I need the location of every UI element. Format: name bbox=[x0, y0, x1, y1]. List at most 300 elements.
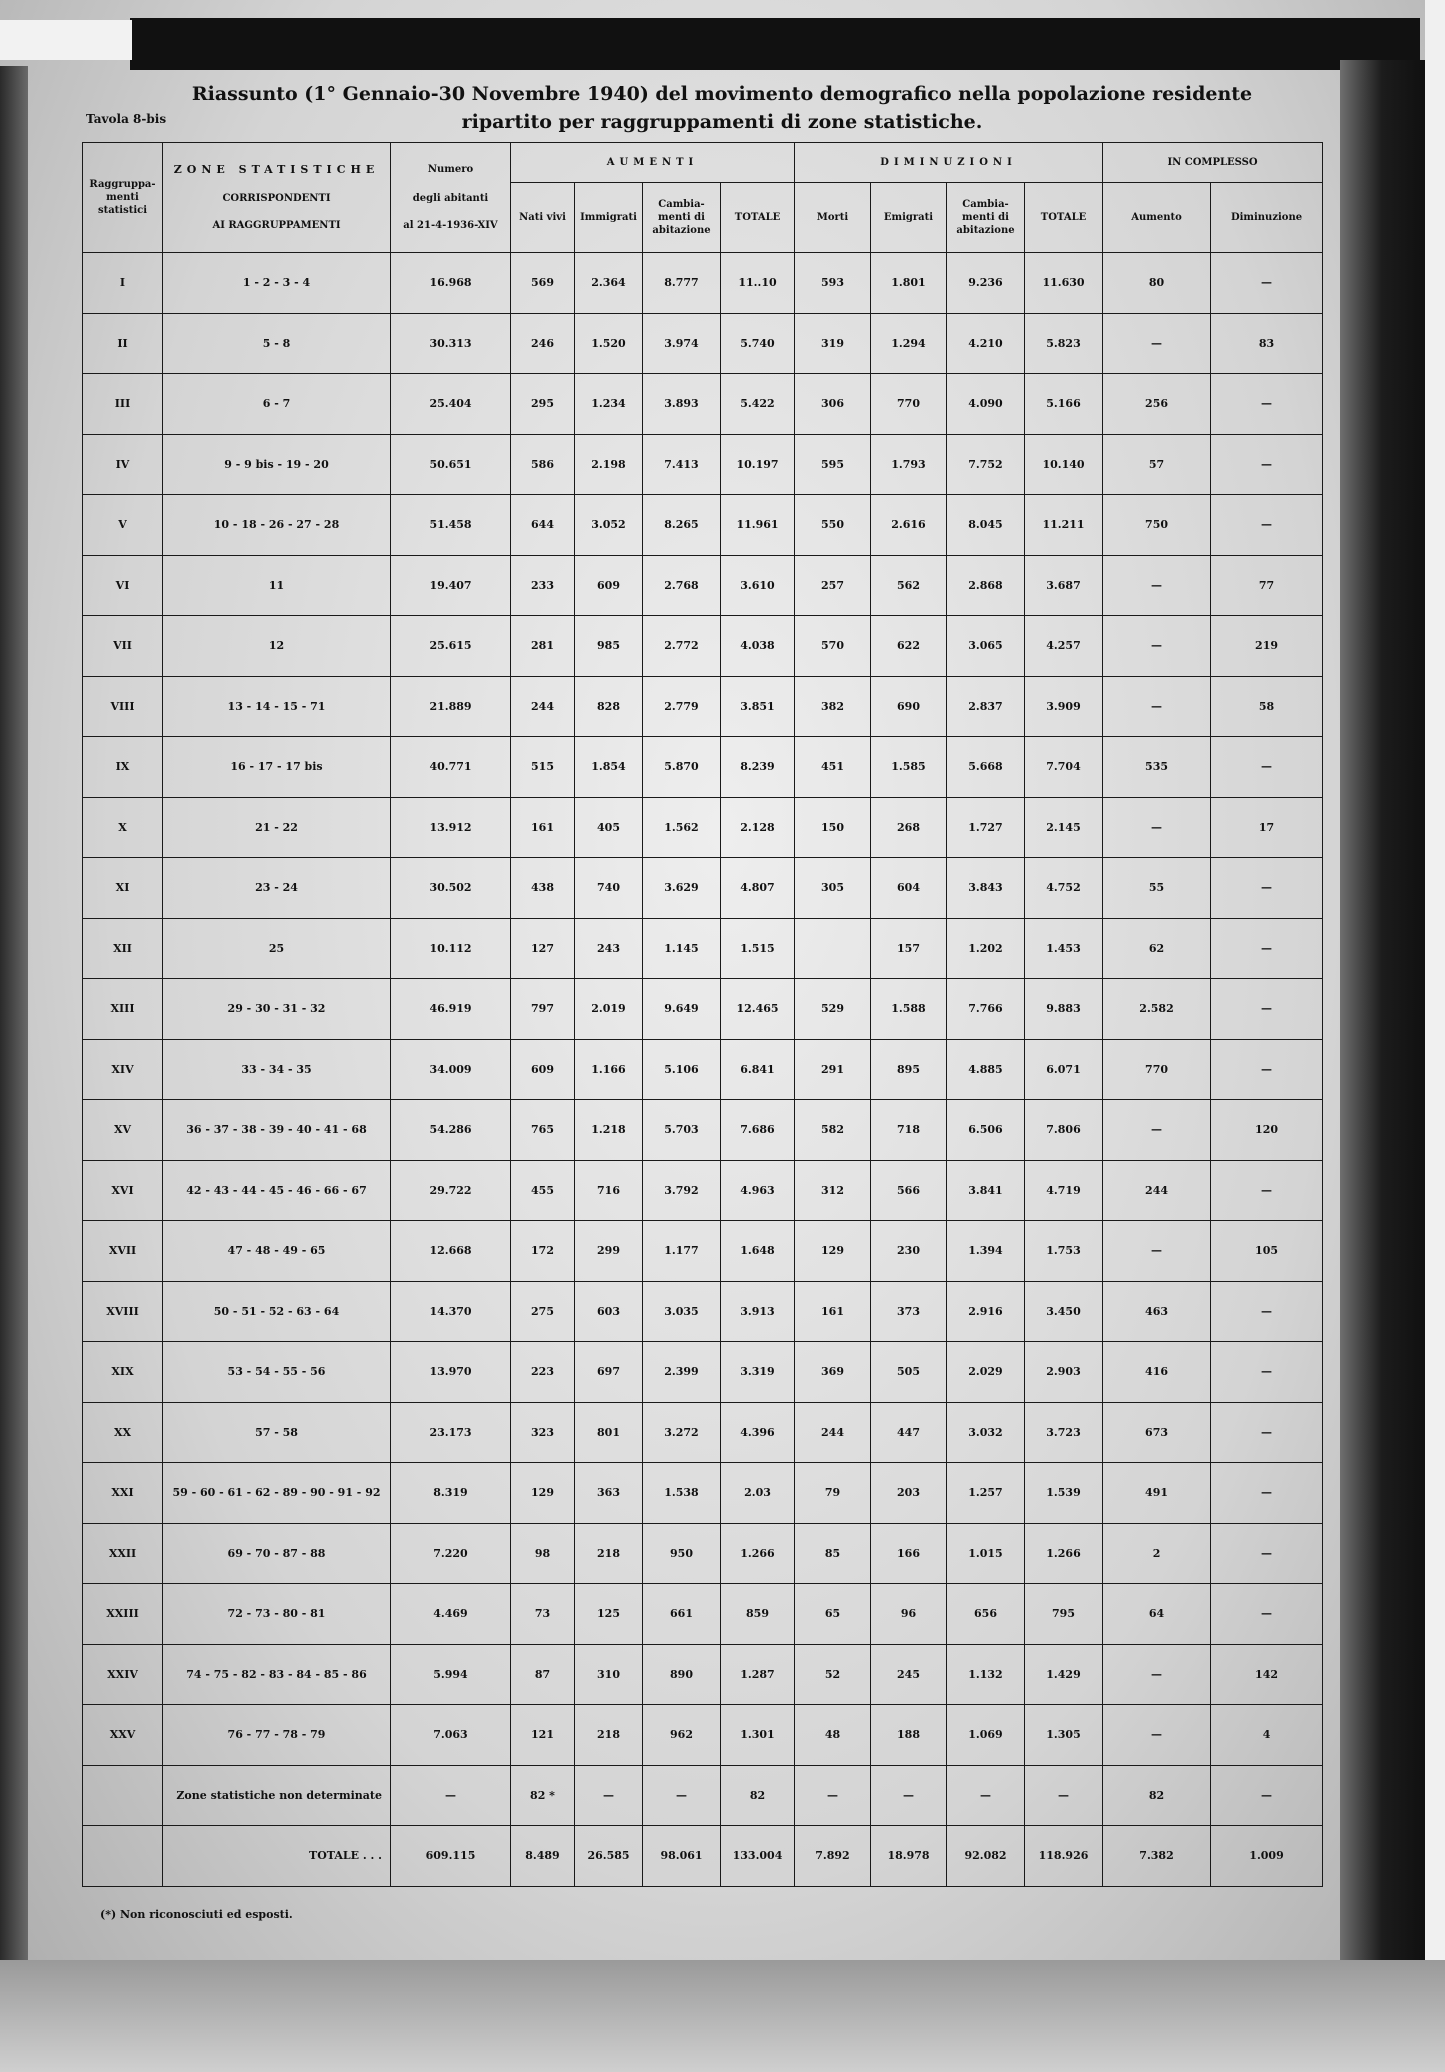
cell-morti: 52 bbox=[795, 1644, 871, 1705]
cell-totale-aumenti: 1.287 bbox=[721, 1644, 795, 1705]
cell-immigrati: 697 bbox=[575, 1342, 643, 1403]
cell-numero-abitanti: 23.173 bbox=[391, 1402, 511, 1463]
cell-aumento: — bbox=[1103, 1100, 1211, 1161]
cell-zone: 42 - 43 - 44 - 45 - 46 - 66 - 67 bbox=[163, 1160, 391, 1221]
cell-diminuzione: — bbox=[1211, 1765, 1323, 1826]
table-row bbox=[83, 1342, 1323, 1403]
cell-morti: 48 bbox=[795, 1705, 871, 1766]
cell-nati-vivi: 323 bbox=[511, 1402, 575, 1463]
cell-aumento: 55 bbox=[1103, 858, 1211, 919]
cell-totale-diminuzioni: 118.926 bbox=[1025, 1826, 1103, 1887]
cell-aumento: 535 bbox=[1103, 737, 1211, 798]
cell-cambiamenti-diminuzioni: 4.210 bbox=[947, 313, 1025, 374]
cell-emigrati: 718 bbox=[871, 1100, 947, 1161]
cell-morti: 79 bbox=[795, 1463, 871, 1524]
cell-diminuzione: — bbox=[1211, 1463, 1323, 1524]
cell-raggruppamento: XIII bbox=[83, 979, 163, 1040]
cell-morti: 291 bbox=[795, 1039, 871, 1100]
cell-emigrati: 1.585 bbox=[871, 737, 947, 798]
cell-totale-aumenti: 3.851 bbox=[721, 676, 795, 737]
cell-emigrati: 188 bbox=[871, 1705, 947, 1766]
cell-immigrati: 26.585 bbox=[575, 1826, 643, 1887]
cell-totale-aumenti: 3.319 bbox=[721, 1342, 795, 1403]
cell-numero-abitanti: 51.458 bbox=[391, 495, 511, 556]
cell-diminuzione: 142 bbox=[1211, 1644, 1323, 1705]
cell-nati-vivi: 233 bbox=[511, 555, 575, 616]
cell-cambiamenti-aumenti: 2.768 bbox=[643, 555, 721, 616]
cell-morti: 382 bbox=[795, 676, 871, 737]
cell-cambiamenti-diminuzioni: 1.394 bbox=[947, 1221, 1025, 1282]
cell-immigrati: — bbox=[575, 1765, 643, 1826]
cell-totale-diminuzioni: 3.687 bbox=[1025, 555, 1103, 616]
cell-aumento: — bbox=[1103, 676, 1211, 737]
cell-numero-abitanti: 8.319 bbox=[391, 1463, 511, 1524]
cell-totale-aumenti: 3.913 bbox=[721, 1281, 795, 1342]
cell-cambiamenti-diminuzioni: 7.766 bbox=[947, 979, 1025, 1040]
cell-zone: 5 - 8 bbox=[163, 313, 391, 374]
cell-nati-vivi: 161 bbox=[511, 797, 575, 858]
cell-zone: 23 - 24 bbox=[163, 858, 391, 919]
cell-totale-diminuzioni: 11.211 bbox=[1025, 495, 1103, 556]
cell-immigrati: 2.019 bbox=[575, 979, 643, 1040]
cell-totale-aumenti: 82 bbox=[721, 1765, 795, 1826]
table-row bbox=[83, 918, 1323, 979]
cell-numero-abitanti: 7.220 bbox=[391, 1523, 511, 1584]
cell-cambiamenti-aumenti: — bbox=[643, 1765, 721, 1826]
cell-emigrati: 373 bbox=[871, 1281, 947, 1342]
cell-emigrati: 770 bbox=[871, 374, 947, 435]
cell-nati-vivi: 98 bbox=[511, 1523, 575, 1584]
table-row bbox=[83, 858, 1323, 919]
cell-numero-abitanti: 29.722 bbox=[391, 1160, 511, 1221]
cell-zone: 1 - 2 - 3 - 4 bbox=[163, 253, 391, 314]
cell-aumento: 2 bbox=[1103, 1523, 1211, 1584]
cell-zone: 6 - 7 bbox=[163, 374, 391, 435]
cell-cambiamenti-aumenti: 3.629 bbox=[643, 858, 721, 919]
cell-morti: 582 bbox=[795, 1100, 871, 1161]
cell-totale-diminuzioni: 2.145 bbox=[1025, 797, 1103, 858]
cell-cambiamenti-diminuzioni: 1.257 bbox=[947, 1463, 1025, 1524]
cell-cambiamenti-aumenti: 2.399 bbox=[643, 1342, 721, 1403]
cell-cambiamenti-aumenti: 2.772 bbox=[643, 616, 721, 677]
table-body bbox=[83, 253, 1323, 1887]
cell-numero-abitanti: 50.651 bbox=[391, 434, 511, 495]
cell-zone: 16 - 17 - 17 bis bbox=[163, 737, 391, 798]
table-row bbox=[83, 1402, 1323, 1463]
cell-numero-abitanti: 34.009 bbox=[391, 1039, 511, 1100]
cell-cambiamenti-aumenti: 98.061 bbox=[643, 1826, 721, 1887]
cell-cambiamenti-diminuzioni: 8.045 bbox=[947, 495, 1025, 556]
cell-cambiamenti-diminuzioni: 3.841 bbox=[947, 1160, 1025, 1221]
cell-aumento: 256 bbox=[1103, 374, 1211, 435]
cell-numero-abitanti: 19.407 bbox=[391, 555, 511, 616]
cell-nati-vivi: 73 bbox=[511, 1584, 575, 1645]
cell-raggruppamento: I bbox=[83, 253, 163, 314]
cell-diminuzione: 4 bbox=[1211, 1705, 1323, 1766]
cell-totale-diminuzioni: — bbox=[1025, 1765, 1103, 1826]
cell-nati-vivi: 129 bbox=[511, 1463, 575, 1524]
cell-diminuzione: 58 bbox=[1211, 676, 1323, 737]
cell-cambiamenti-aumenti: 3.035 bbox=[643, 1281, 721, 1342]
cell-numero-abitanti: 54.286 bbox=[391, 1100, 511, 1161]
cell-nati-vivi: 172 bbox=[511, 1221, 575, 1282]
cell-immigrati: 1.520 bbox=[575, 313, 643, 374]
cell-raggruppamento: XXIII bbox=[83, 1584, 163, 1645]
cell-morti: 244 bbox=[795, 1402, 871, 1463]
cell-immigrati: 3.052 bbox=[575, 495, 643, 556]
cell-cambiamenti-diminuzioni: 1.069 bbox=[947, 1705, 1025, 1766]
cell-emigrati: 18.978 bbox=[871, 1826, 947, 1887]
cell-raggruppamento: XX bbox=[83, 1402, 163, 1463]
table-row bbox=[83, 1826, 1323, 1887]
cell-cambiamenti-diminuzioni: 1.202 bbox=[947, 918, 1025, 979]
cell-raggruppamento: XXII bbox=[83, 1523, 163, 1584]
cell-morti: 150 bbox=[795, 797, 871, 858]
col-header-morti: Morti bbox=[795, 183, 871, 253]
cell-totale-diminuzioni: 1.453 bbox=[1025, 918, 1103, 979]
cell-immigrati: 828 bbox=[575, 676, 643, 737]
cell-numero-abitanti: 4.469 bbox=[391, 1584, 511, 1645]
cell-nati-vivi: 121 bbox=[511, 1705, 575, 1766]
cell-nati-vivi: 8.489 bbox=[511, 1826, 575, 1887]
cell-nati-vivi: 275 bbox=[511, 1281, 575, 1342]
cell-raggruppamento: IV bbox=[83, 434, 163, 495]
cell-totale-aumenti: 4.038 bbox=[721, 616, 795, 677]
cell-immigrati: 801 bbox=[575, 1402, 643, 1463]
col-header-zone bbox=[163, 143, 391, 253]
cell-morti: 529 bbox=[795, 979, 871, 1040]
cell-diminuzione: 83 bbox=[1211, 313, 1323, 374]
cell-raggruppamento: XV bbox=[83, 1100, 163, 1161]
col-header-emigrati: Emigrati bbox=[871, 183, 947, 253]
cell-nati-vivi: 244 bbox=[511, 676, 575, 737]
table-row bbox=[83, 495, 1323, 556]
cell-totale-diminuzioni: 9.883 bbox=[1025, 979, 1103, 1040]
cell-zone: 10 - 18 - 26 - 27 - 28 bbox=[163, 495, 391, 556]
cell-immigrati: 716 bbox=[575, 1160, 643, 1221]
cell-raggruppamento: VI bbox=[83, 555, 163, 616]
table-row bbox=[83, 313, 1323, 374]
document-page bbox=[62, 70, 1327, 1950]
cell-nati-vivi: 281 bbox=[511, 616, 575, 677]
cell-aumento: 2.582 bbox=[1103, 979, 1211, 1040]
table-row bbox=[83, 1765, 1323, 1826]
cell-numero-abitanti: 13.912 bbox=[391, 797, 511, 858]
col-header-diminuzione: Diminuzione bbox=[1211, 183, 1323, 253]
scan-corner-paper bbox=[0, 20, 132, 60]
cell-emigrati: 622 bbox=[871, 616, 947, 677]
cell-nati-vivi: 515 bbox=[511, 737, 575, 798]
cell-cambiamenti-aumenti: 9.649 bbox=[643, 979, 721, 1040]
cell-totale-aumenti: 859 bbox=[721, 1584, 795, 1645]
cell-morti: 306 bbox=[795, 374, 871, 435]
cell-emigrati: 166 bbox=[871, 1523, 947, 1584]
cell-aumento: 244 bbox=[1103, 1160, 1211, 1221]
cell-immigrati: 218 bbox=[575, 1705, 643, 1766]
cell-totale-aumenti: 6.841 bbox=[721, 1039, 795, 1100]
cell-cambiamenti-diminuzioni: 9.236 bbox=[947, 253, 1025, 314]
cell-immigrati: 740 bbox=[575, 858, 643, 919]
table-row bbox=[83, 253, 1323, 314]
cell-totale-aumenti: 1.301 bbox=[721, 1705, 795, 1766]
cell-raggruppamento: XVII bbox=[83, 1221, 163, 1282]
cell-cambiamenti-diminuzioni: 6.506 bbox=[947, 1100, 1025, 1161]
cell-raggruppamento bbox=[83, 1765, 163, 1826]
cell-emigrati: 203 bbox=[871, 1463, 947, 1524]
cell-totale-aumenti: 1.515 bbox=[721, 918, 795, 979]
cell-morti: 319 bbox=[795, 313, 871, 374]
table-row bbox=[83, 616, 1323, 677]
cell-zone: 69 - 70 - 87 - 88 bbox=[163, 1523, 391, 1584]
numero-label: Numero bbox=[427, 164, 474, 175]
cell-totale-diminuzioni: 3.723 bbox=[1025, 1402, 1103, 1463]
cell-diminuzione: 17 bbox=[1211, 797, 1323, 858]
cell-numero-abitanti: 13.970 bbox=[391, 1342, 511, 1403]
cell-cambiamenti-diminuzioni: 4.090 bbox=[947, 374, 1025, 435]
col-header-numero bbox=[391, 143, 511, 253]
cell-diminuzione: 1.009 bbox=[1211, 1826, 1323, 1887]
cell-numero-abitanti: 10.112 bbox=[391, 918, 511, 979]
cell-totale-diminuzioni: 6.071 bbox=[1025, 1039, 1103, 1100]
cell-nati-vivi: 223 bbox=[511, 1342, 575, 1403]
cell-immigrati: 363 bbox=[575, 1463, 643, 1524]
cell-raggruppamento: X bbox=[83, 797, 163, 858]
cell-totale-diminuzioni: 3.450 bbox=[1025, 1281, 1103, 1342]
cell-cambiamenti-diminuzioni: 2.837 bbox=[947, 676, 1025, 737]
cell-nati-vivi: 609 bbox=[511, 1039, 575, 1100]
cell-zone: 53 - 54 - 55 - 56 bbox=[163, 1342, 391, 1403]
cell-aumento: 750 bbox=[1103, 495, 1211, 556]
demographic-table bbox=[82, 142, 1323, 1887]
cell-totale-aumenti: 3.610 bbox=[721, 555, 795, 616]
cell-morti: 257 bbox=[795, 555, 871, 616]
cell-emigrati: 1.793 bbox=[871, 434, 947, 495]
cell-emigrati: 230 bbox=[871, 1221, 947, 1282]
cell-aumento: — bbox=[1103, 555, 1211, 616]
cell-totale-aumenti: 5.422 bbox=[721, 374, 795, 435]
col-header-nati-vivi: Nati vivi bbox=[511, 183, 575, 253]
cell-totale-diminuzioni: 2.903 bbox=[1025, 1342, 1103, 1403]
cell-nati-vivi: 569 bbox=[511, 253, 575, 314]
cell-zone: 21 - 22 bbox=[163, 797, 391, 858]
cell-totale-aumenti: 1.648 bbox=[721, 1221, 795, 1282]
cell-emigrati: 604 bbox=[871, 858, 947, 919]
table-row bbox=[83, 1281, 1323, 1342]
cell-aumento: — bbox=[1103, 313, 1211, 374]
cell-immigrati: 2.364 bbox=[575, 253, 643, 314]
cell-diminuzione: 120 bbox=[1211, 1100, 1323, 1161]
cell-totale-aumenti: 5.740 bbox=[721, 313, 795, 374]
cell-immigrati: 985 bbox=[575, 616, 643, 677]
cell-totale-diminuzioni: 1.266 bbox=[1025, 1523, 1103, 1584]
cell-aumento: 463 bbox=[1103, 1281, 1211, 1342]
numero-sub-1: degli abitanti bbox=[412, 193, 489, 204]
cell-immigrati: 310 bbox=[575, 1644, 643, 1705]
col-header-totale-aumenti: TOTALE bbox=[721, 183, 795, 253]
cell-immigrati: 1.218 bbox=[575, 1100, 643, 1161]
cell-emigrati: 1.588 bbox=[871, 979, 947, 1040]
cell-numero-abitanti: 46.919 bbox=[391, 979, 511, 1040]
cell-zone: 13 - 14 - 15 - 71 bbox=[163, 676, 391, 737]
cell-totale-diminuzioni: 3.909 bbox=[1025, 676, 1103, 737]
cell-diminuzione: — bbox=[1211, 1342, 1323, 1403]
cell-morti: 161 bbox=[795, 1281, 871, 1342]
cell-nati-vivi: 295 bbox=[511, 374, 575, 435]
cell-totale-diminuzioni: 1.429 bbox=[1025, 1644, 1103, 1705]
cell-cambiamenti-aumenti: 3.974 bbox=[643, 313, 721, 374]
cell-cambiamenti-diminuzioni: 3.065 bbox=[947, 616, 1025, 677]
cell-morti: 451 bbox=[795, 737, 871, 798]
group-header-diminuzioni: DIMINUZIONI bbox=[795, 143, 1103, 183]
cell-morti: 550 bbox=[795, 495, 871, 556]
cell-totale-aumenti: 10.197 bbox=[721, 434, 795, 495]
cell-cambiamenti-aumenti: 962 bbox=[643, 1705, 721, 1766]
table-row bbox=[83, 1221, 1323, 1282]
cell-diminuzione: 105 bbox=[1211, 1221, 1323, 1282]
table-row bbox=[83, 1523, 1323, 1584]
cell-totale-diminuzioni: 4.257 bbox=[1025, 616, 1103, 677]
cell-zone: 9 - 9 bis - 19 - 20 bbox=[163, 434, 391, 495]
cell-raggruppamento: V bbox=[83, 495, 163, 556]
cell-numero-abitanti: 40.771 bbox=[391, 737, 511, 798]
cell-cambiamenti-diminuzioni: 3.843 bbox=[947, 858, 1025, 919]
cell-aumento: 80 bbox=[1103, 253, 1211, 314]
cell-aumento: — bbox=[1103, 1221, 1211, 1282]
cell-totale-diminuzioni: 1.539 bbox=[1025, 1463, 1103, 1524]
col-header-aumento: Aumento bbox=[1103, 183, 1211, 253]
cell-cambiamenti-diminuzioni: 2.868 bbox=[947, 555, 1025, 616]
cell-totale-aumenti: 4.807 bbox=[721, 858, 795, 919]
scan-bottom-edge bbox=[0, 1960, 1445, 2072]
cell-totale-aumenti: 11.961 bbox=[721, 495, 795, 556]
cell-cambiamenti-diminuzioni: 1.132 bbox=[947, 1644, 1025, 1705]
cell-immigrati: 299 bbox=[575, 1221, 643, 1282]
cell-cambiamenti-diminuzioni: 1.727 bbox=[947, 797, 1025, 858]
cell-immigrati: 1.166 bbox=[575, 1039, 643, 1100]
cell-totale-diminuzioni: 7.806 bbox=[1025, 1100, 1103, 1161]
cell-cambiamenti-aumenti: 2.779 bbox=[643, 676, 721, 737]
cell-diminuzione: — bbox=[1211, 1160, 1323, 1221]
cell-totale-aumenti: 1.266 bbox=[721, 1523, 795, 1584]
cell-diminuzione: — bbox=[1211, 1039, 1323, 1100]
cell-cambiamenti-aumenti: 890 bbox=[643, 1644, 721, 1705]
cell-raggruppamento: II bbox=[83, 313, 163, 374]
cell-raggruppamento: XI bbox=[83, 858, 163, 919]
cell-diminuzione: — bbox=[1211, 737, 1323, 798]
cell-aumento: 57 bbox=[1103, 434, 1211, 495]
cell-zone: Zone statistiche non determinate bbox=[163, 1765, 391, 1826]
cell-aumento: 770 bbox=[1103, 1039, 1211, 1100]
zone-sub-1: CORRISPONDENTI bbox=[222, 193, 331, 204]
cell-totale-aumenti: 2.03 bbox=[721, 1463, 795, 1524]
cell-totale-aumenti: 4.963 bbox=[721, 1160, 795, 1221]
cell-totale-diminuzioni: 11.630 bbox=[1025, 253, 1103, 314]
cell-emigrati: 96 bbox=[871, 1584, 947, 1645]
cell-raggruppamento: XXI bbox=[83, 1463, 163, 1524]
cell-emigrati: 690 bbox=[871, 676, 947, 737]
cell-zone: 50 - 51 - 52 - 63 - 64 bbox=[163, 1281, 391, 1342]
cell-totale-diminuzioni: 4.719 bbox=[1025, 1160, 1103, 1221]
cell-immigrati: 609 bbox=[575, 555, 643, 616]
cell-cambiamenti-diminuzioni: 1.015 bbox=[947, 1523, 1025, 1584]
scan-right-strip bbox=[1425, 0, 1445, 2072]
col-header-raggruppamenti: Raggruppa-menti statistici bbox=[83, 143, 163, 253]
cell-numero-abitanti: 25.615 bbox=[391, 616, 511, 677]
table-row bbox=[83, 1463, 1323, 1524]
cell-zone: 25 bbox=[163, 918, 391, 979]
cell-nati-vivi: 644 bbox=[511, 495, 575, 556]
scan-top-dark-band bbox=[130, 18, 1420, 70]
table-row bbox=[83, 434, 1323, 495]
cell-numero-abitanti: 5.994 bbox=[391, 1644, 511, 1705]
cell-zone: 12 bbox=[163, 616, 391, 677]
cell-cambiamenti-diminuzioni: 3.032 bbox=[947, 1402, 1025, 1463]
cell-aumento: 491 bbox=[1103, 1463, 1211, 1524]
cell-totale-diminuzioni: 7.704 bbox=[1025, 737, 1103, 798]
cell-diminuzione: — bbox=[1211, 374, 1323, 435]
cell-cambiamenti-diminuzioni: 2.916 bbox=[947, 1281, 1025, 1342]
table-row bbox=[83, 1644, 1323, 1705]
cell-raggruppamento: XXIV bbox=[83, 1644, 163, 1705]
title-line-1: Riassunto (1° Gennaio-30 Novembre 1940) del movimento demografico nella popolazione residente bbox=[191, 83, 1253, 105]
cell-cambiamenti-diminuzioni: 2.029 bbox=[947, 1342, 1025, 1403]
cell-emigrati: 268 bbox=[871, 797, 947, 858]
cell-zone: 33 - 34 - 35 bbox=[163, 1039, 391, 1100]
cell-cambiamenti-diminuzioni: 92.082 bbox=[947, 1826, 1025, 1887]
zone-title: ZONE STATISTICHE bbox=[173, 163, 380, 176]
table-row bbox=[83, 555, 1323, 616]
cell-immigrati: 603 bbox=[575, 1281, 643, 1342]
cell-totale-aumenti: 133.004 bbox=[721, 1826, 795, 1887]
numero-sub-2: al 21-4-1936-XIV bbox=[403, 220, 498, 231]
cell-emigrati: 2.616 bbox=[871, 495, 947, 556]
cell-morti: 312 bbox=[795, 1160, 871, 1221]
cell-cambiamenti-diminuzioni: 656 bbox=[947, 1584, 1025, 1645]
cell-immigrati: 1.854 bbox=[575, 737, 643, 798]
cell-cambiamenti-aumenti: 950 bbox=[643, 1523, 721, 1584]
cell-raggruppamento: XXV bbox=[83, 1705, 163, 1766]
cell-raggruppamento: XIX bbox=[83, 1342, 163, 1403]
col-header-cambiamenti-aumenti: Cambia-menti di abitazione bbox=[643, 183, 721, 253]
cell-cambiamenti-aumenti: 5.703 bbox=[643, 1100, 721, 1161]
cell-zone: 59 - 60 - 61 - 62 - 89 - 90 - 91 - 92 bbox=[163, 1463, 391, 1524]
cell-cambiamenti-aumenti: 5.870 bbox=[643, 737, 721, 798]
cell-emigrati: 562 bbox=[871, 555, 947, 616]
cell-zone: 72 - 73 - 80 - 81 bbox=[163, 1584, 391, 1645]
cell-diminuzione: 77 bbox=[1211, 555, 1323, 616]
cell-nati-vivi: 87 bbox=[511, 1644, 575, 1705]
cell-numero-abitanti: 30.502 bbox=[391, 858, 511, 919]
cell-zone: 76 - 77 - 78 - 79 bbox=[163, 1705, 391, 1766]
cell-immigrati: 243 bbox=[575, 918, 643, 979]
cell-emigrati: 245 bbox=[871, 1644, 947, 1705]
cell-morti: 85 bbox=[795, 1523, 871, 1584]
cell-aumento: 7.382 bbox=[1103, 1826, 1211, 1887]
cell-totale-aumenti: 11..10 bbox=[721, 253, 795, 314]
cell-aumento: 416 bbox=[1103, 1342, 1211, 1403]
cell-zone: 11 bbox=[163, 555, 391, 616]
cell-totale-aumenti: 7.686 bbox=[721, 1100, 795, 1161]
cell-aumento: — bbox=[1103, 1644, 1211, 1705]
cell-raggruppamento: XII bbox=[83, 918, 163, 979]
cell-zone: 36 - 37 - 38 - 39 - 40 - 41 - 68 bbox=[163, 1100, 391, 1161]
cell-emigrati: 1.294 bbox=[871, 313, 947, 374]
cell-totale-diminuzioni: 5.166 bbox=[1025, 374, 1103, 435]
cell-cambiamenti-aumenti: 8.265 bbox=[643, 495, 721, 556]
cell-numero-abitanti: 14.370 bbox=[391, 1281, 511, 1342]
cell-aumento: 62 bbox=[1103, 918, 1211, 979]
zone-sub-2: AI RAGGRUPPAMENTI bbox=[212, 220, 341, 231]
